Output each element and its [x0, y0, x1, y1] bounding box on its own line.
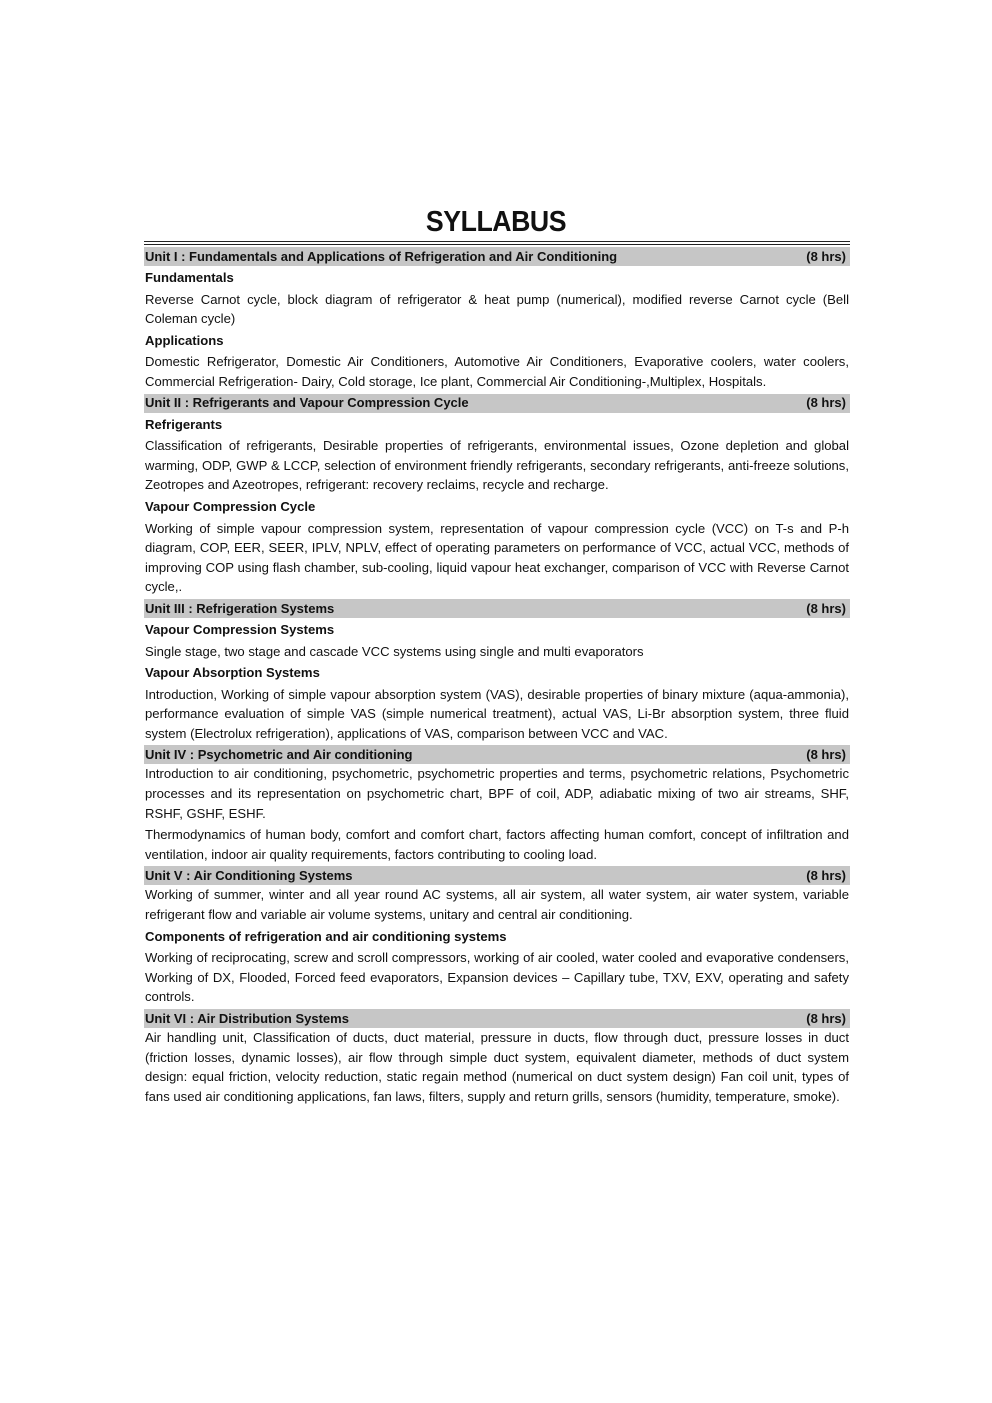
unit-hours: (8 hrs): [806, 395, 846, 411]
unit-heading: Unit VI : Air Distribution Systems: [145, 1010, 349, 1026]
subsection-heading: Refrigerants: [145, 416, 223, 432]
subsection-heading: Vapour Absorption Systems: [145, 665, 320, 681]
unit-section: [145, 247, 849, 392]
subsection-heading: Applications: [145, 332, 224, 348]
unit-header: [144, 247, 850, 266]
topic-paragraph: Introduction to air conditioning, psychometric, psychometric properties and terms, psychometric relations, Psychometric processes and its representation on psychometric chart, BPF of coil, ADP, adiabatic mixing of two air streams, SHF, RSHF, GSHF, ESHF.: [145, 766, 849, 821]
topic-paragraph: Classification of refrigerants, Desirable properties of refrigerants, environmental issues, Ozone depletion and global warming, ODP, GWP & LCCP, selection of environment friendly refrigerants, secondary refrigerants, anti-freeze solutions, Zeotropes and Azeotropes, refrigerant: recovery reclaims, recycle and recharge.: [145, 438, 849, 493]
syllabus-content: [145, 247, 849, 1108]
unit-section: [145, 599, 849, 744]
subsection-heading: Fundamentals: [145, 270, 234, 285]
unit-hours: (8 hrs): [806, 868, 846, 884]
unit-heading: Unit V : Air Conditioning Systems: [145, 868, 353, 884]
unit-section: [145, 745, 849, 864]
unit-header: [144, 1009, 850, 1028]
unit-heading: Unit I : Fundamentals and Applications of Refrigeration and Air Conditioning: [145, 248, 618, 264]
page-title: SYLLABUS: [425, 206, 567, 238]
topic-paragraph: Domestic Refrigerator, Domestic Air Conditioners, Automotive Air Conditioners, Evaporative coolers, water coolers, Commercial Refrigeration- Dairy, Cold storage, Ice plant, Commercial Air Conditioning-,Multiplex, Hospitals.: [145, 354, 849, 389]
unit-heading: Unit II : Refrigerants and Vapour Compression Cycle: [145, 395, 469, 411]
topic-paragraph: Working of summer, winter and all year round AC systems, all air system, all water system, air water system, variable refrigerant flow and variable air volume systems, unitary and central air conditioning.: [145, 887, 849, 923]
unit-header: [144, 599, 850, 618]
topic-paragraph: Working of reciprocating, screw and scroll compressors, working of air cooled, water cooled and evaporative condensers, Working of DX, Flooded, Forced feed evaporators, Expansion devices – Capillary tube, TXV, EXV, operating and safety controls.: [145, 950, 849, 1005]
unit-section: [145, 866, 849, 1007]
title-rule-bottom: [144, 244, 850, 245]
unit-section: [145, 394, 849, 597]
subsection-heading: Vapour Compression Cycle: [145, 498, 316, 514]
subsection-heading: Vapour Compression Systems: [145, 621, 335, 637]
unit-hours: (8 hrs): [806, 600, 846, 616]
unit-section: [145, 1009, 849, 1106]
topic-paragraph: Thermodynamics of human body, comfort and comfort chart, factors affecting human comfort, concept of infiltration and ventilation, indoor air quality requirements, factors contributing to cooling load.: [145, 827, 849, 862]
unit-hours: (8 hrs): [806, 747, 846, 763]
topic-paragraph: Reverse Carnot cycle, block diagram of refrigerator & heat pump (numerical), modified reverse Carnot cycle (Bell Coleman cycle): [145, 291, 849, 327]
unit-hours: (8 hrs): [806, 248, 846, 264]
topic-paragraph: Single stage, two stage and cascade VCC systems using single and multi evaporators: [145, 643, 644, 659]
unit-heading: Unit IV : Psychometric and Air conditioning: [145, 747, 413, 763]
unit-header: [144, 745, 850, 764]
topic-paragraph: Air handling unit, Classification of ducts, duct material, pressure in ducts, flow through duct, pressure losses in duct (friction losses, dynamic losses), air flow through simple duct system, equivalent diameter, methods of duct system design: equal friction, velocity reduction, static regain method (numerical on duct system design) Fan coil unit, types of fans used air conditioning applications, fan laws, filters, supply and return grills, sensors (humidity, temperature, smoke).: [145, 1030, 849, 1104]
unit-heading: Unit III : Refrigeration Systems: [145, 600, 335, 616]
unit-header: [144, 866, 850, 885]
subsection-heading: Components of refrigeration and air conditioning systems: [145, 928, 507, 944]
title-rule-top: [144, 241, 850, 242]
topic-paragraph: Working of simple vapour compression system, representation of vapour compression cycle (VCC) on T-s and P-h diagram, COP, EER, SEER, IPLV, NPLV, effect of operating parameters on performance of VCC, actual VCC, methods of improving COP using flash chamber, sub-cooling, liquid vapour heat exchanger, comparison of VCC with Reverse Carnot cycle,.: [145, 520, 849, 595]
unit-hours: (8 hrs): [806, 1010, 846, 1026]
unit-header: [144, 394, 850, 413]
topic-paragraph: Introduction, Working of simple vapour absorption system (VAS), desirable properties of binary mixture (aqua-ammonia), performance evaluation of simple VAS (simple numerical treatment), actual VAS, Li-Br absorption system, three fluid system (Electrolux refrigeration), applications of VAS, comparison between VCC and VAC.: [145, 686, 849, 741]
